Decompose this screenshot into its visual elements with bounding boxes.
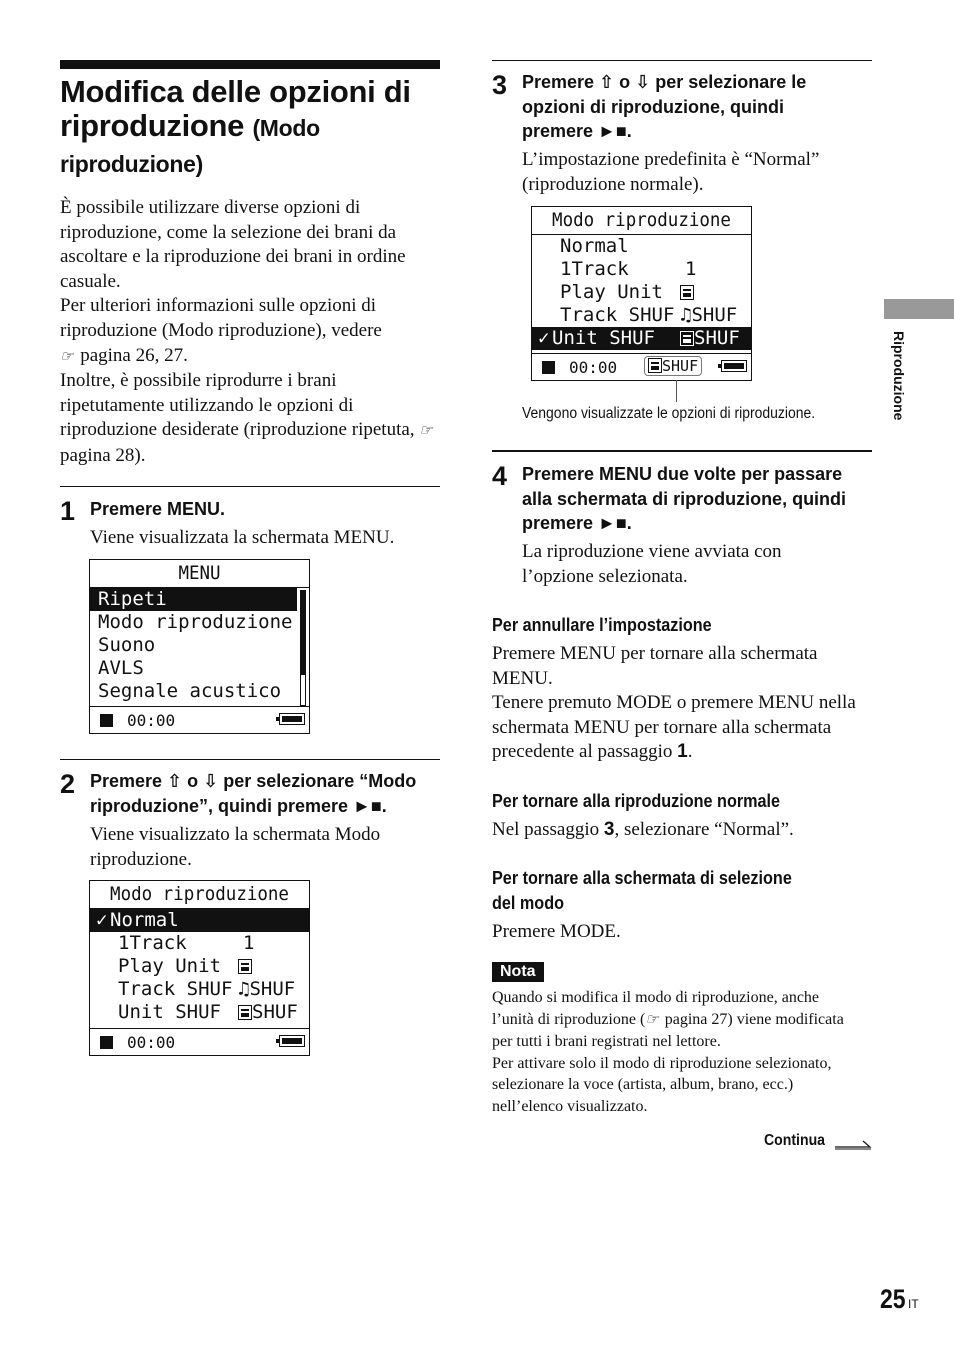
mode-item-label: Normal xyxy=(110,909,179,931)
nota-p1 xyxy=(492,987,864,1053)
step-4-heading: Premere MENU due volte per passare alla schermata di riproduzione, quindi premere ►■. xyxy=(522,464,847,533)
intro-p1: È possibile utilizzare diverse opzioni di riproduzione, come la selezione dei brani da ascoltare e la riproduzione dei brani in ordine casuale. xyxy=(60,197,406,292)
step-3-divider xyxy=(492,60,872,61)
step-1-number: 1 xyxy=(60,496,76,526)
intro-p3-link[interactable]: pagina 28). xyxy=(60,444,146,466)
nota-p1-link[interactable]: pagina 27) viene modificata per tutti i brani registrati nel lettore. xyxy=(492,1010,844,1051)
battery-icon xyxy=(721,360,747,372)
continue-label[interactable] xyxy=(764,1132,825,1150)
stop-icon xyxy=(100,1036,113,1049)
reference-icon: ☞ xyxy=(645,1011,659,1028)
check-icon: ✓ xyxy=(96,909,108,931)
mode-time: 00:00 xyxy=(127,1032,176,1052)
title-bar xyxy=(60,60,440,69)
continue-arrow-icon xyxy=(834,1138,872,1150)
step-3-number: 3 xyxy=(492,70,508,100)
menu-list xyxy=(90,587,309,703)
unit-icon xyxy=(238,1005,252,1020)
step-4-number: 4 xyxy=(492,461,508,491)
mode-heading-line-1: Per tornare alla schermata di selezione xyxy=(492,868,792,888)
status-mode-text: SHUF xyxy=(662,357,699,375)
cancel-text xyxy=(492,642,862,765)
menu-item-ripeti[interactable]: Ripeti xyxy=(90,588,297,611)
cancel-p2 xyxy=(492,691,862,765)
step-2-description: Viene visualizzato la schermata Modo riproduzione. xyxy=(90,824,381,870)
mode-time: 00:00 xyxy=(569,357,618,377)
mode-item-unit-shuf[interactable] xyxy=(532,327,751,350)
mode-item-1track[interactable] xyxy=(90,932,309,955)
cancel-p2-text: Tenere premuto MODE o premere MENU nella schermata MENU per tornare alla schermata precedente al passaggio xyxy=(492,692,856,763)
mode-screen-unit-shuf xyxy=(531,206,752,381)
mode-item-label: Play Unit xyxy=(118,955,221,977)
mode-item-play-unit[interactable] xyxy=(532,281,751,304)
menu-status-bar xyxy=(90,706,309,733)
menu-screen-title: MENU xyxy=(178,562,221,584)
page-number: 25 xyxy=(880,1284,906,1314)
mode-item-label: Play Unit xyxy=(560,281,663,303)
mode-item-label: Normal xyxy=(560,235,629,257)
menu-item-suono[interactable]: Suono xyxy=(98,634,156,656)
intro-p2 xyxy=(60,294,440,369)
reference-icon: ☞ xyxy=(419,423,433,440)
battery-icon xyxy=(279,713,305,725)
menu-time: 00:00 xyxy=(127,710,176,730)
mode-item-normal[interactable] xyxy=(532,235,751,258)
mode-list xyxy=(90,908,309,1024)
step-1-divider xyxy=(60,486,440,487)
mode-screen-normal xyxy=(89,880,310,1056)
page-title-text xyxy=(60,75,450,181)
step-2-heading: Premere ⇧ o ⇩ per selezionare “Modo riproduzione”, quindi premere ►■. xyxy=(90,771,417,816)
mode-item-1track[interactable] xyxy=(532,258,751,281)
nota-badge: Nota xyxy=(492,962,544,982)
side-tab-marker xyxy=(884,299,954,319)
battery-icon xyxy=(279,1035,305,1047)
normal-text-c: , selezionare “Normal”. xyxy=(614,819,794,840)
intro-p2-text: Per ulteriori informazioni sulle opzioni di riproduzione (Modo riproduzione), vedere xyxy=(60,295,382,341)
menu-item-modo-riproduzione[interactable]: Modo riproduzione xyxy=(98,611,293,633)
step-3-caption: Vengono visualizzate le opzioni di riproduzione. xyxy=(522,405,816,422)
mode-item-track-shuf[interactable] xyxy=(532,304,751,327)
normal-text-a: Nel passaggio xyxy=(492,819,600,840)
cancel-heading: Per annullare l’impostazione xyxy=(492,615,712,635)
step-4-description: La riproduzione viene avviata con l’opzione selezionata. xyxy=(522,541,782,587)
nota-p2: Per attivare solo il modo di riproduzione selezionato, selezionare la voce (artista, album, brano, ecc.) nell’elenco visualizzato. xyxy=(492,1054,832,1115)
intro-p3 xyxy=(60,369,440,468)
unit-icon xyxy=(680,331,694,346)
cancel-p2-step: 1 xyxy=(677,741,688,763)
mode-item-value: ♫SHUF xyxy=(680,304,738,326)
step-4-divider xyxy=(492,450,872,452)
mode-screen-title: Modo riproduzione xyxy=(110,883,289,905)
cancel-p2-end: . xyxy=(687,741,693,763)
mode-screen-title: Modo riproduzione xyxy=(552,209,731,231)
step-2-number: 2 xyxy=(60,769,76,799)
normal-text-step: 3 xyxy=(603,819,615,840)
mode-item-value: 1 xyxy=(685,258,697,280)
mode-item-label: 1Track xyxy=(560,258,629,280)
cancel-p1: Premere MENU per tornare alla schermata MENU. xyxy=(492,643,818,689)
mode-heading-line-2: del modo xyxy=(492,893,564,913)
mode-item-label: Track SHUF xyxy=(118,978,233,1000)
title-main: Modifica delle opzioni di riproduzione xyxy=(60,74,411,143)
mode-item-label: Unit SHUF xyxy=(552,327,655,349)
menu-item-avls[interactable]: AVLS xyxy=(98,657,144,679)
mode-item-label: Unit SHUF xyxy=(118,1001,221,1023)
menu-item-segnale-acustico[interactable]: Segnale acustico xyxy=(98,680,282,702)
intro-p3-text: Inoltre, è possibile riprodurre i brani ripetutamente utilizzando le opzioni di riproduzione desiderate (riproduzione ripetuta, xyxy=(60,370,415,441)
mode-text: Premere MODE. xyxy=(492,921,621,942)
reference-icon: ☞ xyxy=(60,348,74,365)
unit-icon xyxy=(648,358,662,373)
mode-item-label: Track SHUF xyxy=(560,304,675,326)
mode-item-value: 1 xyxy=(243,932,255,954)
step-1-heading: Premere MENU. xyxy=(90,499,226,519)
status-mode-indicator xyxy=(644,356,702,376)
unit-icon xyxy=(680,285,694,300)
page-title xyxy=(60,75,450,181)
menu-scrollbar-thumb[interactable] xyxy=(301,591,305,675)
check-icon: ✓ xyxy=(538,327,550,349)
mode-item-value: ♫SHUF xyxy=(238,978,296,1000)
intro-p2-link[interactable]: pagina 26, 27. xyxy=(80,344,188,366)
stop-icon xyxy=(542,361,555,374)
mode-item-label: 1Track xyxy=(118,932,187,954)
side-tab-label: Riproduzione xyxy=(891,331,907,421)
mode-item-play-unit[interactable] xyxy=(90,955,309,978)
continue-text: Continua xyxy=(764,1132,826,1149)
title-sub: (Modo riproduzione) xyxy=(60,115,320,177)
step-3-heading: Premere ⇧ o ⇩ per selezionare le opzioni di riproduzione, quindi premere ►■. xyxy=(522,72,807,141)
menu-scrollbar[interactable] xyxy=(300,590,306,706)
mode-item-normal[interactable] xyxy=(90,909,309,932)
mode-item-value: SHUF xyxy=(252,1001,298,1023)
mode-item-unit-shuf[interactable] xyxy=(90,1001,309,1024)
step-1-description: Viene visualizzata la schermata MENU. xyxy=(90,527,395,548)
step-3-description: L’impostazione predefinita è “Normal” (riproduzione normale). xyxy=(522,149,820,195)
unit-icon xyxy=(238,959,252,974)
nota-text xyxy=(492,987,864,1118)
page-language: IT xyxy=(908,1297,919,1311)
normal-text xyxy=(492,818,862,843)
step-2-divider xyxy=(60,759,440,760)
mode-list xyxy=(532,234,751,350)
normal-heading: Per tornare alla riproduzione normale xyxy=(492,791,781,811)
stop-icon xyxy=(100,714,113,727)
mode-item-track-shuf[interactable] xyxy=(90,978,309,1001)
mode-item-value: SHUF xyxy=(694,327,740,349)
mode-status-bar xyxy=(532,353,751,380)
nota-p1-text: Quando si modifica il modo di riproduzione, anche l’unità di riproduzione ( xyxy=(492,989,820,1028)
intro xyxy=(60,196,440,469)
caption-pointer-line xyxy=(676,380,677,402)
menu-screen xyxy=(89,559,310,734)
mode-status-bar xyxy=(90,1028,309,1055)
